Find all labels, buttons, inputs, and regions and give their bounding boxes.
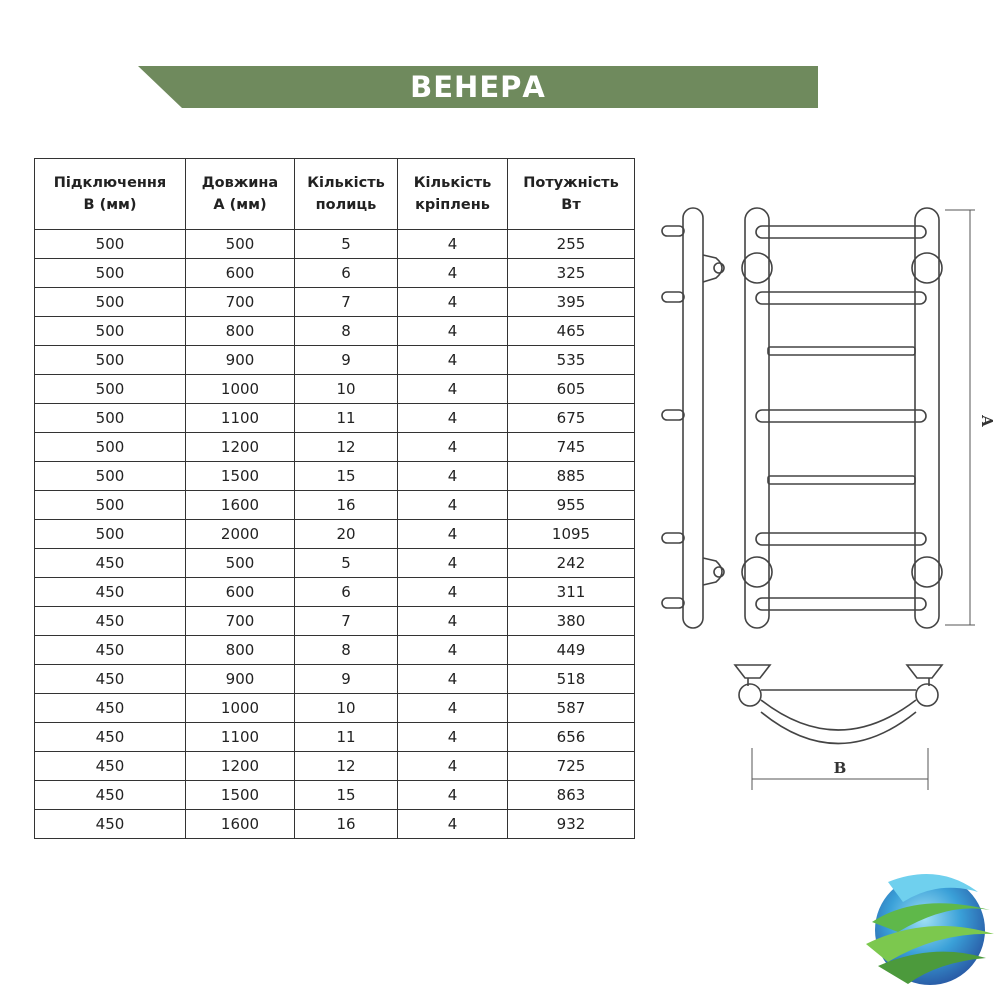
column-header-line: Кількість [413,175,492,191]
table-row [35,549,635,578]
right-mount-cup [907,665,942,678]
left-mount-cup [735,665,770,678]
wall-mount-brackets [742,253,942,587]
table-cell: 450 [35,694,186,723]
table-cell: 500 [35,288,186,317]
column-header-line: В (мм) [83,197,137,213]
table-cell: 9 [295,346,398,375]
radiator-top-view [720,655,965,795]
column-header-3 [295,159,398,230]
table-row [35,636,635,665]
table-cell: 600 [186,259,295,288]
table-cell: 450 [35,665,186,694]
table-row [35,317,635,346]
table-cell: 535 [508,346,635,375]
table-cell: 450 [35,723,186,752]
column-header-5 [508,159,635,230]
table-cell: 8 [295,636,398,665]
table-cell: 500 [35,317,186,346]
header-row [35,159,635,230]
table-cell: 4 [398,520,508,549]
table-cell: 242 [508,549,635,578]
side-profile-stubs [662,226,684,608]
shelf-bars [756,226,926,610]
column-header-4 [398,159,508,230]
table-cell: 15 [295,462,398,491]
table-cell: 4 [398,404,508,433]
table-cell: 450 [35,781,186,810]
table-cell: 656 [508,723,635,752]
table-row [35,462,635,491]
table-row [35,752,635,781]
table-cell: 325 [508,259,635,288]
table-cell: 5 [295,230,398,259]
table-cell: 1500 [186,462,295,491]
table-cell: 500 [35,375,186,404]
table-cell: 20 [295,520,398,549]
radiator-front-view [650,195,996,635]
title-banner [138,66,818,108]
column-header-line: А (мм) [213,197,267,213]
column-header-line: Довжина [201,175,279,191]
table-cell: 955 [508,491,635,520]
table-cell: 1500 [186,781,295,810]
table-cell: 450 [35,752,186,781]
table-cell: 6 [295,578,398,607]
column-header-2 [186,159,295,230]
column-header-line: Потужність [523,175,619,191]
right-rail [915,208,939,628]
table-row [35,781,635,810]
table-cell: 4 [398,317,508,346]
table-cell: 745 [508,433,635,462]
table-cell: 4 [398,607,508,636]
table-cell: 2000 [186,520,295,549]
table-cell: 11 [295,404,398,433]
table-cell: 10 [295,375,398,404]
table-cell: 4 [398,723,508,752]
table-cell: 450 [35,810,186,839]
table-cell: 8 [295,317,398,346]
table-cell: 380 [508,607,635,636]
table-row [35,375,635,404]
table-cell: 675 [508,404,635,433]
table-cell: 885 [508,462,635,491]
table-body [35,230,635,839]
table-cell: 450 [35,549,186,578]
table-cell: 500 [35,520,186,549]
table-cell: 500 [35,230,186,259]
table-cell: 12 [295,752,398,781]
table-cell: 4 [398,433,508,462]
table-cell: 500 [35,462,186,491]
table-cell: 605 [508,375,635,404]
table-cell: 900 [186,346,295,375]
table-cell: 465 [508,317,635,346]
table-cell: 500 [35,346,186,375]
dimension-a [945,210,975,625]
table-cell: 800 [186,636,295,665]
table-cell: 518 [508,665,635,694]
table-cell: 4 [398,491,508,520]
table-cell: 900 [186,665,295,694]
table-row [35,404,635,433]
table-cell: 4 [398,578,508,607]
globe-logo-icon [858,862,998,994]
dimension-b-label: B [833,759,847,777]
table-cell: 395 [508,288,635,317]
table-cell: 4 [398,259,508,288]
table-cell: 449 [508,636,635,665]
table-cell: 450 [35,607,186,636]
table-row [35,520,635,549]
table-cell: 500 [35,491,186,520]
table-cell: 500 [35,404,186,433]
table-cell: 6 [295,259,398,288]
table-cell: 4 [398,665,508,694]
table-cell: 4 [398,230,508,259]
column-header-line: Підключення [53,175,167,191]
table-cell: 16 [295,491,398,520]
column-header-line: кріплень [415,197,490,213]
table-row [35,665,635,694]
table-cell: 4 [398,375,508,404]
table-cell: 12 [295,433,398,462]
table-cell: 1095 [508,520,635,549]
table-cell: 4 [398,288,508,317]
table-cell: 255 [508,230,635,259]
table-cell: 1600 [186,491,295,520]
table-cell: 500 [186,549,295,578]
table-cell: 311 [508,578,635,607]
table-cell: 863 [508,781,635,810]
table-cell: 800 [186,317,295,346]
spec-table [34,158,635,839]
table-row [35,607,635,636]
table-row [35,288,635,317]
table-cell: 4 [398,810,508,839]
table-cell: 932 [508,810,635,839]
table-cell: 450 [35,636,186,665]
table-row [35,433,635,462]
table-cell: 1600 [186,810,295,839]
table-cell: 11 [295,723,398,752]
column-header-line: Кількість [307,175,385,191]
table-cell: 5 [295,549,398,578]
table-cell: 15 [295,781,398,810]
table-cell: 16 [295,810,398,839]
table-cell: 4 [398,752,508,781]
table-cell: 1200 [186,433,295,462]
table-cell: 7 [295,607,398,636]
table-cell: 4 [398,781,508,810]
table-cell: 4 [398,462,508,491]
table-cell: 10 [295,694,398,723]
table-cell: 600 [186,578,295,607]
side-profile-mounts [703,255,724,585]
table-row [35,694,635,723]
table-cell: 1000 [186,375,295,404]
table-cell: 700 [186,288,295,317]
table-row [35,491,635,520]
page-title: ВЕНЕРА [410,70,546,104]
table-cell: 500 [35,259,186,288]
table-cell: 4 [398,549,508,578]
table-cell: 9 [295,665,398,694]
table-cell: 725 [508,752,635,781]
table-row [35,723,635,752]
table-cell: 4 [398,694,508,723]
table-cell: 4 [398,636,508,665]
table-cell: 1100 [186,404,295,433]
side-profile-bar [683,208,703,628]
table-cell: 4 [398,346,508,375]
table-row [35,578,635,607]
column-header-line: Вт [561,197,581,213]
table-cell: 1100 [186,723,295,752]
table-header [35,159,635,230]
dimension-a-label: A [978,415,996,427]
table-row [35,346,635,375]
table-row [35,230,635,259]
table-row [35,259,635,288]
table-cell: 450 [35,578,186,607]
table-cell: 587 [508,694,635,723]
curved-bar [761,690,916,744]
column-header-line: полиць [315,197,377,213]
table-cell: 700 [186,607,295,636]
table-row [35,810,635,839]
table-cell: 500 [35,433,186,462]
table-cell: 7 [295,288,398,317]
table-cell: 500 [186,230,295,259]
table-cell: 1000 [186,694,295,723]
column-header-1 [35,159,186,230]
table-cell: 1200 [186,752,295,781]
